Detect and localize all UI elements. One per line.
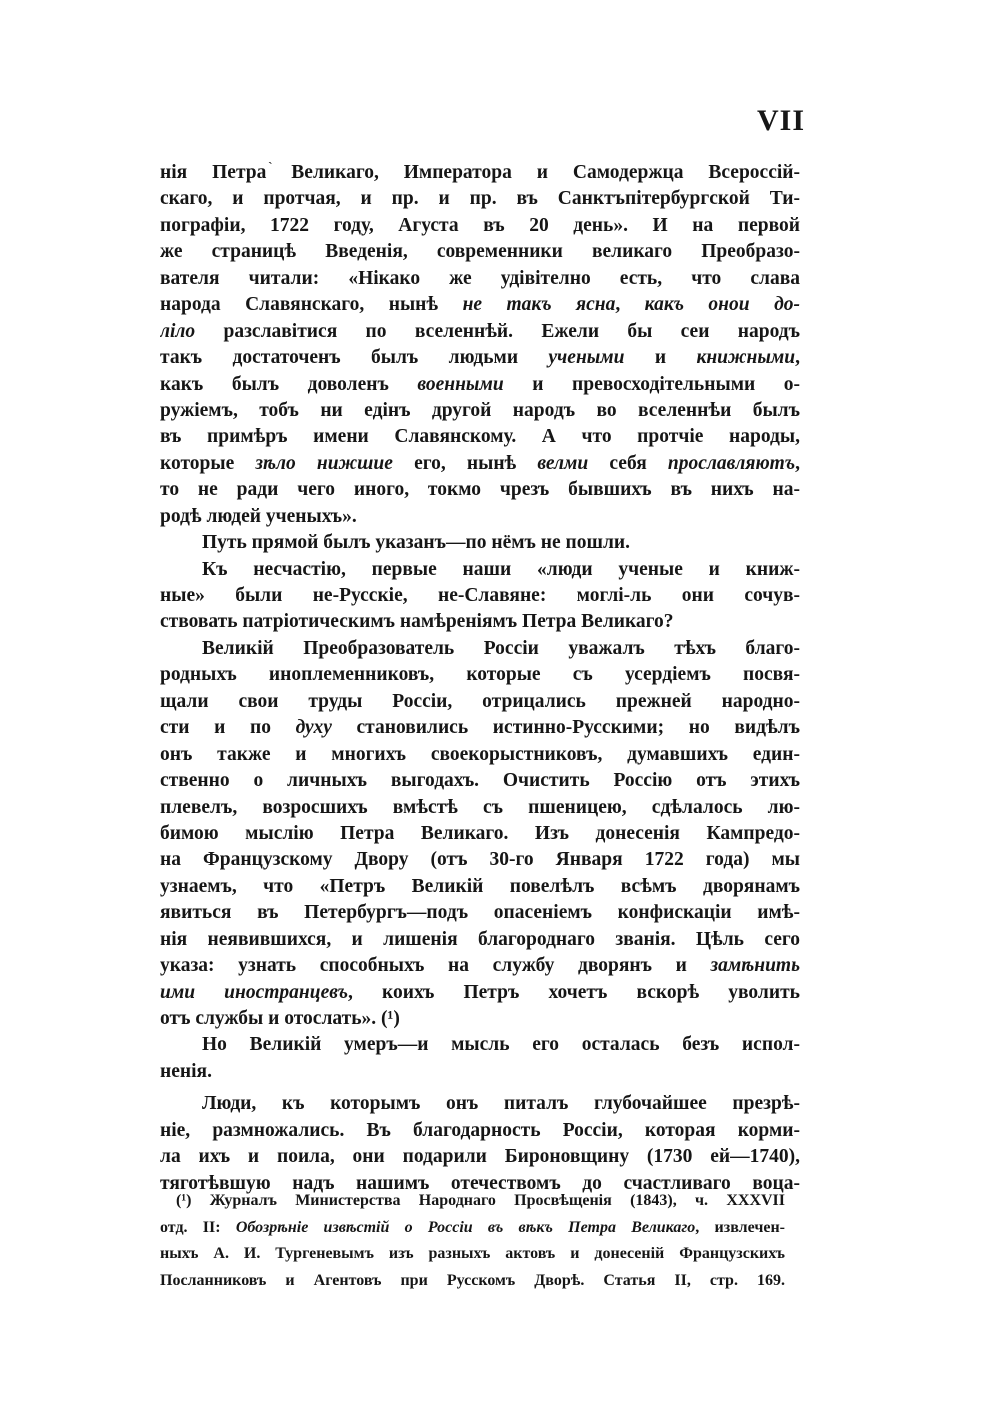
text-run: ствовать патріотическимъ намѣреніямъ Петра Великаго? bbox=[160, 611, 674, 633]
emphasized-text: ліло bbox=[160, 320, 196, 342]
text-line bbox=[160, 980, 800, 1006]
text-line bbox=[160, 451, 800, 477]
emphasized-text: велми bbox=[537, 452, 589, 474]
text-line bbox=[160, 504, 800, 530]
text-run: онъ также и многихъ своекорыстниковъ, думавшихъ един- bbox=[160, 743, 800, 765]
emphasized-text: не такъ ясна bbox=[462, 294, 616, 316]
text-line bbox=[160, 1032, 800, 1058]
footnote-line bbox=[160, 1268, 785, 1295]
emphasized-text: военными bbox=[417, 373, 504, 395]
emphasized-text: зѣло нижшие bbox=[255, 452, 393, 474]
text-line bbox=[160, 213, 800, 239]
text-line bbox=[160, 874, 800, 900]
text-run: его, нынѣ bbox=[392, 452, 538, 474]
text-run: родѣ людей ученыхъ». bbox=[160, 505, 357, 527]
text-line bbox=[160, 715, 800, 741]
text-run: сти и по bbox=[160, 717, 296, 739]
text-run: себя bbox=[588, 452, 668, 474]
emphasized-text: Обозрѣніе извѣстій о Россіи въ вѣкъ Петра Великаго bbox=[235, 1218, 696, 1236]
text-line bbox=[160, 1006, 800, 1032]
text-run: на Французскому Двору (отъ 30-го Января 1722 года) мы bbox=[160, 849, 800, 871]
text-line bbox=[160, 768, 800, 794]
footnote-line bbox=[160, 1215, 785, 1242]
text-run: ные» были не-Русскіе, не-Славяне: моглі-ль они сочув- bbox=[160, 585, 800, 606]
emphasized-text: прославляютъ bbox=[667, 452, 796, 474]
text-line bbox=[160, 927, 800, 953]
text-run: вателя читали: «Нікако же удівітелно есть, что слава bbox=[160, 267, 800, 289]
text-run: (¹) Журналъ Министерства Народнаго Просвѣщенія (1843), ч. XXXVII bbox=[176, 1192, 785, 1209]
text-run: , bbox=[615, 294, 645, 316]
text-run: нія Петра Великаго, Императора и Самодержца Всероссій- bbox=[160, 162, 800, 183]
text-run: и bbox=[624, 347, 697, 369]
text-line bbox=[160, 372, 800, 398]
emphasized-text: какъ онои до- bbox=[644, 294, 800, 316]
text-run: щали свои труды Россіи, отрицались прежней народно- bbox=[160, 690, 800, 712]
footnote-line bbox=[160, 1241, 785, 1268]
text-line bbox=[160, 266, 800, 292]
text-line bbox=[160, 398, 800, 424]
printer-tick-mark: ˎ bbox=[268, 150, 273, 165]
emphasized-text: книжными bbox=[696, 347, 796, 369]
text-run: же страницѣ Введенія, современники великаго Преобразо- bbox=[160, 241, 800, 263]
text-run: которые bbox=[160, 452, 256, 474]
text-run: Люди, къ которымъ онъ питалъ глубочайшее презрѣ- bbox=[202, 1093, 800, 1115]
text-line bbox=[160, 795, 800, 821]
text-line bbox=[160, 636, 800, 662]
text-line bbox=[160, 557, 800, 583]
text-run: тяготѣвшую надъ нашимъ отечествомъ до счастливаго воца- bbox=[160, 1172, 800, 1194]
text-run: ственно о личныхъ выгодахъ. Очистить Россію отъ этихъ bbox=[160, 770, 800, 792]
text-line bbox=[160, 424, 800, 450]
emphasized-text: ими иностранцевъ bbox=[160, 981, 348, 1003]
text-run: отъ службы и отослать». (¹) bbox=[160, 1008, 400, 1029]
text-run: и превосходітельными о- bbox=[503, 373, 800, 395]
text-run: ненія. bbox=[160, 1060, 212, 1082]
text-line bbox=[160, 609, 800, 635]
text-line bbox=[160, 530, 800, 556]
text-line bbox=[160, 1118, 800, 1144]
text-run: ла ихъ и поила, они подарили Бироновщину (1730 ей—1740), bbox=[160, 1146, 800, 1168]
text-run: Посланниковъ и Агентовъ при Русскомъ Дворѣ. Статья II, стр. 169. bbox=[160, 1271, 785, 1289]
text-run: скаго, и протчая, и пр. и пр. въ Санктъпітербургской Ти- bbox=[160, 188, 800, 210]
text-run: отд. II: bbox=[160, 1218, 236, 1236]
body-text bbox=[160, 160, 800, 1197]
text-line bbox=[160, 742, 800, 768]
emphasized-text: замѣнить bbox=[710, 955, 800, 977]
text-run: явиться въ Петербургъ—подъ опасеніемъ конфискаціи имѣ- bbox=[160, 902, 800, 924]
text-line bbox=[160, 953, 800, 979]
text-run: разславітися по вселеннѣй. Ежели бы сеи народъ bbox=[195, 320, 800, 342]
text-line bbox=[160, 689, 800, 715]
text-line bbox=[160, 1091, 800, 1117]
text-run: узнаемъ, что «Петръ Великій повелѣлъ всѣмъ дворянамъ bbox=[160, 875, 800, 897]
text-run: Путь прямой былъ указанъ—по нёмъ не пошли. bbox=[202, 532, 631, 554]
text-run: бимою мыслію Петра Великаго. Изъ донесенія Кампредо- bbox=[160, 822, 800, 844]
text-run: нія неявившихся, и лишенія благороднаго званія. Цѣль сего bbox=[160, 928, 800, 950]
text-run: родныхъ иноплеменниковъ, которые съ усердіемъ посвя- bbox=[160, 664, 800, 686]
text-line bbox=[160, 345, 800, 371]
text-line bbox=[160, 900, 800, 926]
text-run: въ примѣръ имени Славянскому. А что протчіе народы, bbox=[160, 426, 800, 448]
text-run: плевелъ, возросшихъ вмѣстѣ съ пшеницею, сдѣлалось лю- bbox=[160, 796, 800, 818]
text-line bbox=[160, 239, 800, 265]
text-run: Великій Преобразователь Россіи уважалъ тѣхъ благо- bbox=[202, 637, 800, 659]
text-run: , bbox=[795, 452, 800, 474]
text-run: , bbox=[795, 347, 800, 369]
text-line bbox=[160, 583, 800, 609]
text-run: , извлечен- bbox=[695, 1218, 785, 1236]
text-run: народа Славянскаго, нынѣ bbox=[160, 294, 463, 316]
text-line bbox=[160, 821, 800, 847]
text-line bbox=[160, 186, 800, 212]
text-run: то не ради чего иного, токмо чрезъ бывшихъ въ нихъ на- bbox=[160, 479, 800, 501]
footnote-line bbox=[160, 1188, 785, 1215]
text-run: ныхъ А. И. Тургеневымъ изъ разныхъ актовъ и донесеній Французскихъ bbox=[160, 1245, 785, 1262]
text-run: Но Великій умеръ—и мысль его осталась безъ испол- bbox=[202, 1034, 800, 1056]
text-run: становились истинно-Русскими; но видѣлъ bbox=[331, 717, 800, 739]
text-run: пографіи, 1722 году, Агуста въ 20 день». И на первой bbox=[160, 214, 800, 236]
text-run: , коихъ Петръ хочетъ вскорѣ уволить bbox=[347, 981, 800, 1003]
page-number: VII bbox=[757, 104, 806, 137]
text-run: ружіемъ, тобъ ни едінъ другой народъ во вселеннѣи былъ bbox=[160, 399, 800, 421]
text-line bbox=[160, 1144, 800, 1170]
text-line bbox=[160, 1059, 800, 1085]
text-line bbox=[160, 847, 800, 873]
text-run: ніе, размножались. Въ благодарность Россіи, которая корми- bbox=[160, 1119, 800, 1141]
text-line bbox=[160, 160, 800, 186]
text-run: какъ былъ доволенъ bbox=[160, 373, 418, 395]
text-line bbox=[160, 292, 800, 318]
text-run: Къ несчастію, первые наши «люди ученые и книж- bbox=[202, 558, 800, 580]
text-line bbox=[160, 319, 800, 345]
emphasized-text: учеными bbox=[548, 347, 625, 369]
text-run: указа: узнать способныхъ на службу дворянъ и bbox=[160, 955, 711, 977]
footnotes bbox=[160, 1188, 785, 1294]
emphasized-text: духу bbox=[295, 717, 332, 739]
text-run: такъ достаточенъ былъ людьми bbox=[160, 347, 549, 369]
text-line bbox=[160, 477, 800, 503]
text-line bbox=[160, 662, 800, 688]
